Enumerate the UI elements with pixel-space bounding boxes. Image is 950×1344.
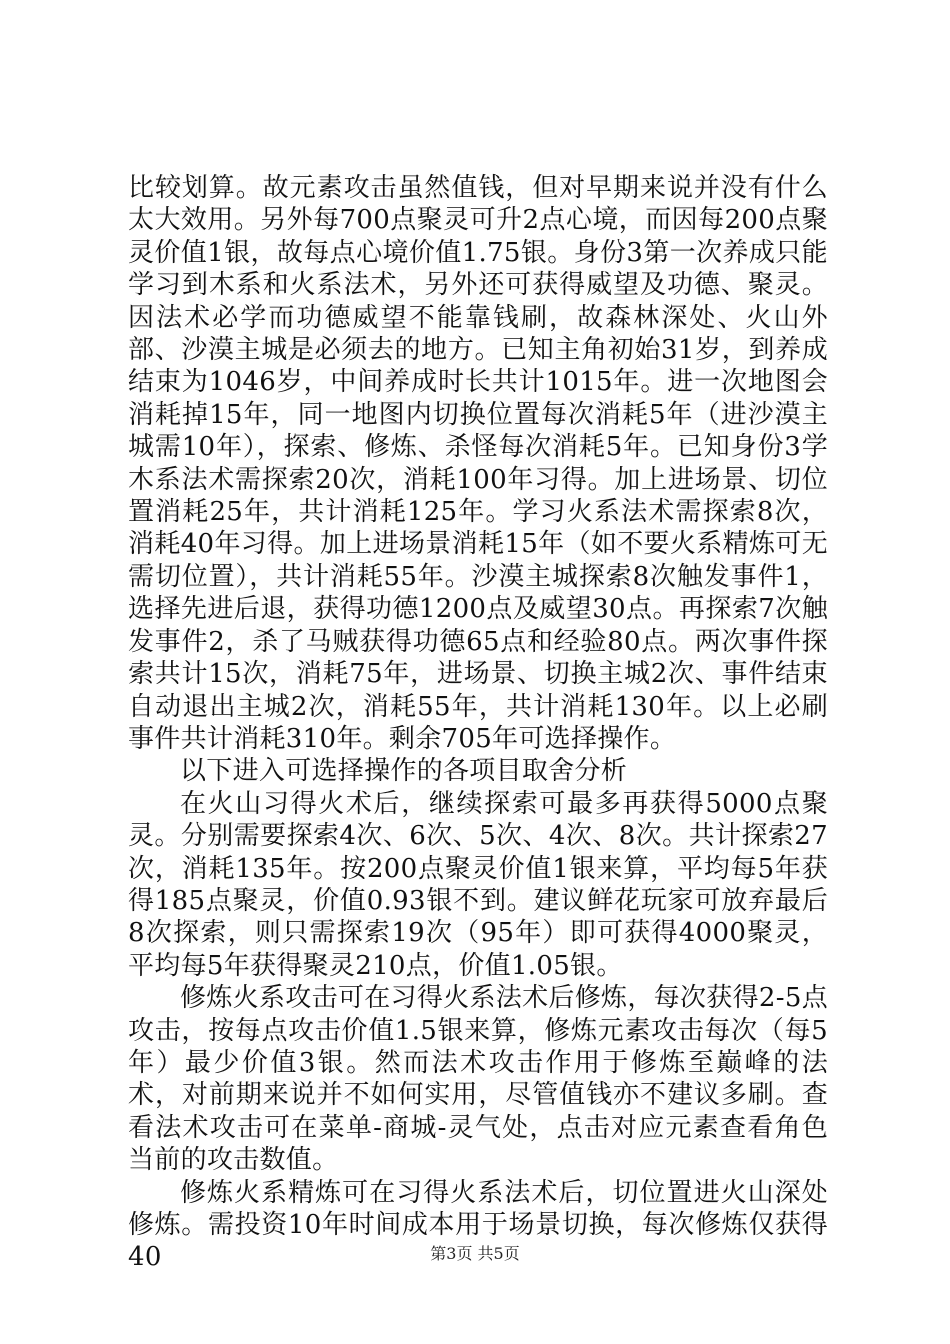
page-footer: [0, 1244, 950, 1264]
paragraph-fire-attack-training: 修炼火系攻击可在习得火系法术后修炼，每次获得2-5点攻击，按每点攻击价值1.5银来算，修炼元素攻击每次（每5年）最少价值3银。然而法术攻击作用于修炼至巅峰的法术，对前期来说并不如何实用，尽管值钱亦不建议多刷。查看法术攻击可在菜单-商城-灵气处，点击对应元素查看角色当前的攻击数值。: [128, 983, 828, 1176]
paragraph-section-intro: 以下进入可选择操作的各项目取舍分析: [180, 756, 628, 787]
paragraph-volcano-exploration: 在火山习得火术后，继续探索可最多再获得5000点聚灵。分别需要探索4次、6次、5次、4次、8次。共计探索27次，消耗135年。按200点聚灵价值1银来算，平均每5年获得185点聚灵，价值0.93银不到。建议鲜花玩家可放弃最后8次探索，则只需探索19次（95年）即可获得4000聚灵，平均每5年获得聚灵210点，价值1.05银。: [128, 788, 828, 981]
paragraph-fire-refinement: 修炼火系精炼可在习得火系法术后，切位置进火山深处修炼。需投资10年时间成本用于场景切换，每次修炼仅获得40: [128, 1177, 828, 1273]
paragraph-continuation: 比较划算。故元素攻击虽然值钱，但对早期来说并没有什么太大效用。另外每700点聚灵可升2点心境，而因每200点聚灵价值1银，故每点心境价值1.75银。身份3第一次养成只能学习到木系和火系法术，另外还可获得威望及功德、聚灵。因法术必学而功德威望不能靠钱刷，故森林深处、火山外部、沙漠主城是必须去的地方。已知主角初始31岁，到养成结束为1046岁，中间养成时长共计1015年。进一次地图会消耗掉15年，同一地图内切换位置每次消耗5年（进沙漠主城需10年），探索、修炼、杀怪每次消耗5年。已知身份3学木系法术需探索20次，消耗100年习得。加上进场景、切位置消耗25年，共计消耗125年。学习火系法术需探索8次，消耗40年习得。加上进场景消耗15年（如不要火系精炼可无需切位置），共计消耗55年。沙漠主城探索8次触发事件1，选择先进后退，获得功德1200点及威望30点。再探索7次触发事件2，杀了马贼获得功德65点和经验80点。两次事件探索共计15次，消耗75年，进场景、切换主城2次、事件结束自动退出主城2次，消耗55年，共计消耗130年。以上必刷事件共计消耗310年。剩余705年可选择操作。: [128, 173, 828, 754]
document-body: [128, 172, 828, 1274]
page-number-label: 第3页 共5页: [430, 1244, 520, 1263]
